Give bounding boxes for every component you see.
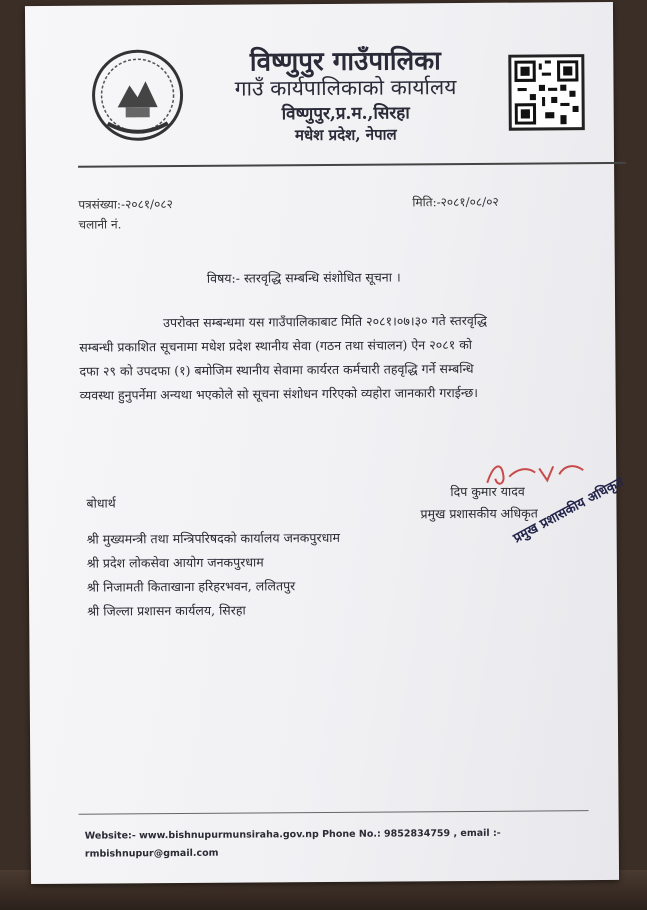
cc-section [86,495,341,624]
letter-date: मिति:-२०८१/०८/०२ [412,194,499,210]
body-line: सम्बन्धी प्रकाशित सूचनामा मधेश प्रदेश स्थानीय सेवा (गठन तथा संचालन) ऐन २०८१ को [79,336,473,355]
qr-code-icon [508,54,585,131]
office-name: गाउँ कार्यपालिकाको कार्यालय [234,75,457,101]
cc-item: श्री जिल्ला प्रशासन कार्यलय, सिरहा [87,602,246,619]
letter-page [25,2,627,884]
cc-item: श्री प्रदेश लोकसेवा आयोग जनकपुरधाम [86,554,264,571]
cc-item: श्री निजामती किताखाना हरिहरभवन, ललितपुर [86,578,296,595]
footer-website-phone: Website:- www.bishnupurmunsiraha.gov.np Phone No.: 9852834759 , email :- [84,827,501,842]
body-line: व्यवस्था हुनुपर्नेमा अन्यथा भएकोले सो सूचना संशोधन गरिएको व्यहोरा जानकारी गराईन्छ। [79,384,478,403]
footer-divider [79,810,589,815]
signatory-post: प्रमुख प्रशासकीय अधिकृत [420,505,538,522]
cc-item: श्री मुख्यमन्त्री तथा मन्त्रिपरिषदको कार्यालय जनकपुरधाम [86,529,341,547]
designation-stamp: प्रमुख प्रशासकीय अधिकृत [511,474,627,547]
nepal-emblem-icon [87,45,188,146]
reference-number: पत्रसंख्या:-२०८१/०८२ [78,197,173,212]
footer-contact [85,825,501,864]
province-name: मधेश प्रदेश, नेपाल [294,125,397,145]
cc-heading: बोधार्थ [86,495,116,511]
letter-subject: विषय:- स्तरवृद्धि सम्बन्धि संशोधित सूचना । [206,269,401,286]
header-divider [78,162,626,168]
dispatch-number: चलानी नं. [78,217,122,232]
body-line: उपरोक्त सम्बन्धमा यस गाउँपालिकाबाट मिति २०८१।०७।३० गते स्तरवृद्धि [163,312,488,331]
office-address: विष्णुपुर,प्र.म.,सिरहा [281,103,410,125]
body-line: दफा २९ को उपदफा (१) बमोजिम स्थानीय सेवामा कार्यरत कर्मचारी तहवृद्धि गर्ने सम्बन्धि [79,360,474,379]
signatory-name: दिप कुमार यादव [450,483,525,500]
municipality-name: विष्णुपुर गाउँपालिका [249,46,441,78]
letter-body [79,308,580,407]
footer-email: rmbishnupur@gmail.com [84,847,219,860]
